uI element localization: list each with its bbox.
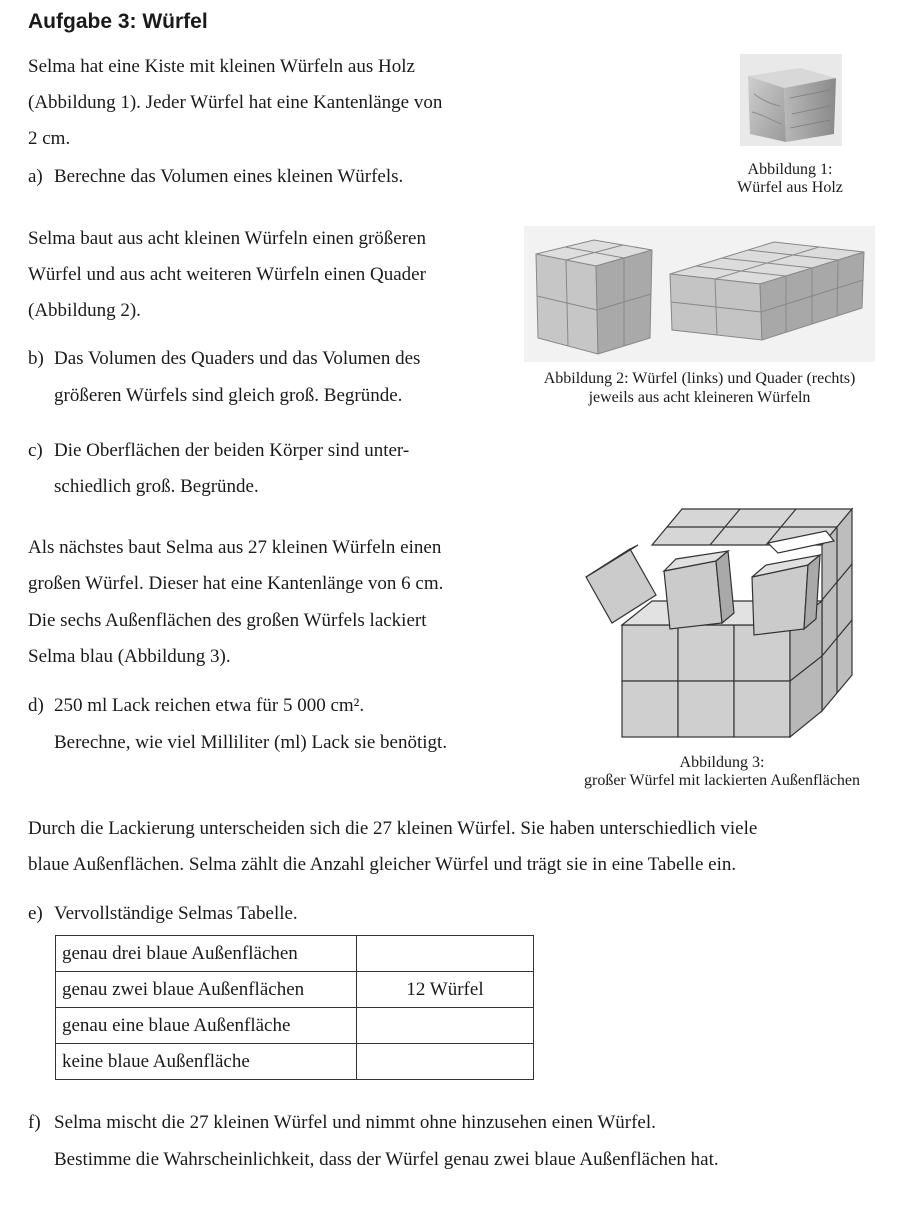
table-row <box>56 1008 534 1044</box>
task-f-line-1: Selma mischt die 27 kleinen Würfel und nimmt ohne hinzusehen einen Würfel. <box>54 1112 656 1133</box>
table-cell-label: keine blaue Außenfläche <box>56 1044 357 1080</box>
para2-line-2: Würfel und aus acht weiteren Würfeln einen Quader <box>28 264 426 285</box>
table-cell-value[interactable] <box>357 1044 534 1080</box>
table-row <box>56 936 534 972</box>
task-f-line-2: Bestimme die Wahrscheinlichkeit, dass der Würfel genau zwei blaue Außenflächen hat. <box>54 1149 719 1170</box>
fig1-caption-line-1: Abbildung 1: <box>747 161 833 178</box>
task-d-line-2: Berechne, wie viel Milliliter (ml) Lack sie benötigt. <box>54 732 448 753</box>
intro-line-2: (Abbildung 1). Jeder Würfel hat eine Kantenlänge von <box>28 92 443 113</box>
fig2-cube-and-cuboid-image <box>524 226 875 362</box>
task-c-label: c) <box>28 440 43 461</box>
intro-line-1: Selma hat eine Kiste mit kleinen Würfeln aus Holz <box>28 56 415 77</box>
fig1-wood-cube-image <box>740 54 842 146</box>
para3-line-2: großen Würfel. Dieser hat eine Kantenlänge von 6 cm. <box>28 573 444 594</box>
task-b-label: b) <box>28 348 44 369</box>
task-d-line-1: 250 ml Lack reichen etwa für 5 000 cm². <box>54 695 365 716</box>
table-cell-label: genau drei blaue Außenflächen <box>56 936 357 972</box>
fig3-big-cube-diagram <box>582 505 857 745</box>
task-a-label: a) <box>28 166 43 187</box>
para2-line-1: Selma baut aus acht kleinen Würfeln einen größeren <box>28 228 426 249</box>
task-e-text: Vervollständige Selmas Tabelle. <box>54 903 298 924</box>
task-d-label: d) <box>28 695 44 716</box>
page-title: Aufgabe 3: Würfel <box>28 10 208 33</box>
para3-line-1: Als nächstes baut Selma aus 27 kleinen Würfeln einen <box>28 537 442 558</box>
table-cell-value[interactable] <box>357 1008 534 1044</box>
task-c-line-2: schiedlich groß. Begründe. <box>54 476 259 497</box>
table-row <box>56 972 534 1008</box>
task-c-line-1: Die Oberflächen der beiden Körper sind unter- <box>54 440 410 461</box>
table-row <box>56 1044 534 1080</box>
fig3-caption-line-2: großer Würfel mit lackierten Außenflächen <box>583 772 861 789</box>
fig2-caption-line-1: Abbildung 2: Würfel (links) und Quader (rechts) <box>543 370 856 387</box>
fig2-caption-line-2: jeweils aus acht kleineren Würfeln <box>588 389 811 406</box>
count-table <box>55 935 534 1080</box>
intro-line-3: 2 cm. <box>28 128 71 149</box>
table-cell-value[interactable]: 12 Würfel <box>357 972 534 1008</box>
task-a-text: Berechne das Volumen eines kleinen Würfels. <box>54 166 404 187</box>
para3-line-4: Selma blau (Abbildung 3). <box>28 646 231 667</box>
task-e-label: e) <box>28 903 43 924</box>
para2-line-3: (Abbildung 2). <box>28 300 141 321</box>
para4-line-2: blaue Außenflächen. Selma zählt die Anzahl gleicher Würfel und trägt sie in eine Tabelle ein. <box>28 854 737 875</box>
table-cell-label: genau zwei blaue Außenflächen <box>56 972 357 1008</box>
task-f-label: f) <box>28 1112 41 1133</box>
table-cell-value[interactable] <box>357 936 534 972</box>
para3-line-3: Die sechs Außenflächen des großen Würfels lackiert <box>28 610 427 631</box>
fig3-caption-line-1: Abbildung 3: <box>679 754 765 771</box>
task-b-line-2: größeren Würfels sind gleich groß. Begründe. <box>54 385 403 406</box>
task-b-line-1: Das Volumen des Quaders und das Volumen des <box>54 348 421 369</box>
fig1-caption-line-2: Würfel aus Holz <box>737 179 843 196</box>
para4-line-1: Durch die Lackierung unterscheiden sich die 27 kleinen Würfel. Sie haben unterschiedlich viele <box>28 818 758 839</box>
table-cell-label: genau eine blaue Außenfläche <box>56 1008 357 1044</box>
